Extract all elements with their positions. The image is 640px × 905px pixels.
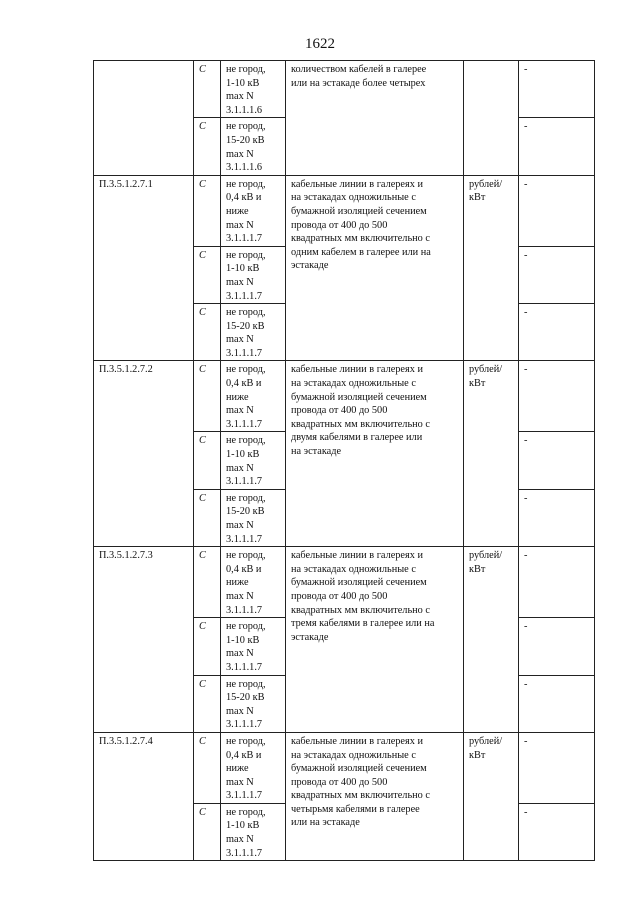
- voltage-params-cell: не город, 15-20 кВ max N 3.1.1.1.7: [221, 304, 286, 361]
- unit-cell: рублей/ кВт: [464, 732, 519, 860]
- category-letter-cell: С: [194, 61, 221, 118]
- page-number: 1622: [305, 36, 335, 52]
- unit-cell: рублей/ кВт: [464, 547, 519, 733]
- voltage-params-cell: не город, 1-10 кВ max N 3.1.1.1.7: [221, 432, 286, 489]
- item-code-cell: П.3.5.1.2.7.1: [94, 175, 194, 361]
- unit-cell: рублей/ кВт: [464, 175, 519, 361]
- voltage-params-cell: не город, 0,4 кВ и ниже max N 3.1.1.1.7: [221, 547, 286, 618]
- category-letter-cell: С: [194, 732, 221, 803]
- voltage-params-cell: не город, 0,4 кВ и ниже max N 3.1.1.1.7: [221, 732, 286, 803]
- table-row: [94, 732, 595, 803]
- value-cell: -: [519, 489, 595, 546]
- category-letter-cell: С: [194, 246, 221, 303]
- description-cell: кабельные линии в галереях и на эстакадах одножильные с бумажной изоляцией сечением провода от 400 до 500 квадратных мм включительно с двумя кабелями в галерее или на эстакаде: [286, 361, 464, 547]
- voltage-params-cell: не город, 15-20 кВ max N 3.1.1.1.7: [221, 675, 286, 732]
- value-cell: -: [519, 732, 595, 803]
- voltage-params-cell: не город, 15-20 кВ max N 3.1.1.1.7: [221, 489, 286, 546]
- item-code-cell: П.3.5.1.2.7.4: [94, 732, 194, 860]
- description-cell: количеством кабелей в галерее или на эстакаде более четырех: [286, 61, 464, 176]
- table-row: [94, 361, 595, 432]
- voltage-params-cell: не город, 0,4 кВ и ниже max N 3.1.1.1.7: [221, 175, 286, 246]
- voltage-params-cell: не город, 1-10 кВ max N 3.1.1.1.7: [221, 618, 286, 675]
- description-cell: кабельные линии в галереях и на эстакадах одножильные с бумажной изоляцией сечением провода от 400 до 500 квадратных мм включительно с тремя кабелями в галерее или на эстакаде: [286, 547, 464, 733]
- table-body: [94, 61, 595, 861]
- voltage-params-cell: не город, 1-10 кВ max N 3.1.1.1.6: [221, 61, 286, 118]
- table-row: [94, 61, 595, 118]
- tariff-table: [93, 60, 595, 861]
- category-letter-cell: С: [194, 547, 221, 618]
- item-code-cell: П.3.5.1.2.7.2: [94, 361, 194, 547]
- value-cell: -: [519, 361, 595, 432]
- item-code-cell: [94, 61, 194, 176]
- value-cell: -: [519, 304, 595, 361]
- value-cell: -: [519, 175, 595, 246]
- category-letter-cell: С: [194, 304, 221, 361]
- category-letter-cell: С: [194, 675, 221, 732]
- value-cell: -: [519, 547, 595, 618]
- category-letter-cell: С: [194, 803, 221, 860]
- voltage-params-cell: не город, 0,4 кВ и ниже max N 3.1.1.1.7: [221, 361, 286, 432]
- description-cell: кабельные линии в галереях и на эстакадах одножильные с бумажной изоляцией сечением провода от 400 до 500 квадратных мм включительно с четырьмя кабелями в галерее или на эстакаде: [286, 732, 464, 860]
- category-letter-cell: С: [194, 432, 221, 489]
- category-letter-cell: С: [194, 175, 221, 246]
- value-cell: -: [519, 246, 595, 303]
- item-code-cell: П.3.5.1.2.7.3: [94, 547, 194, 733]
- value-cell: -: [519, 61, 595, 118]
- voltage-params-cell: не город, 1-10 кВ max N 3.1.1.1.7: [221, 246, 286, 303]
- voltage-params-cell: не город, 15-20 кВ max N 3.1.1.1.6: [221, 118, 286, 175]
- unit-cell: [464, 61, 519, 176]
- table-row: [94, 175, 595, 246]
- value-cell: -: [519, 118, 595, 175]
- voltage-params-cell: не город, 1-10 кВ max N 3.1.1.1.7: [221, 803, 286, 860]
- value-cell: -: [519, 432, 595, 489]
- value-cell: -: [519, 803, 595, 860]
- description-cell: кабельные линии в галереях и на эстакадах одножильные с бумажной изоляцией сечением провода от 400 до 500 квадратных мм включительно с одним кабелем в галерее или на эстакаде: [286, 175, 464, 361]
- category-letter-cell: С: [194, 361, 221, 432]
- category-letter-cell: С: [194, 489, 221, 546]
- category-letter-cell: С: [194, 118, 221, 175]
- value-cell: -: [519, 618, 595, 675]
- value-cell: -: [519, 675, 595, 732]
- table-row: [94, 547, 595, 618]
- unit-cell: рублей/ кВт: [464, 361, 519, 547]
- category-letter-cell: С: [194, 618, 221, 675]
